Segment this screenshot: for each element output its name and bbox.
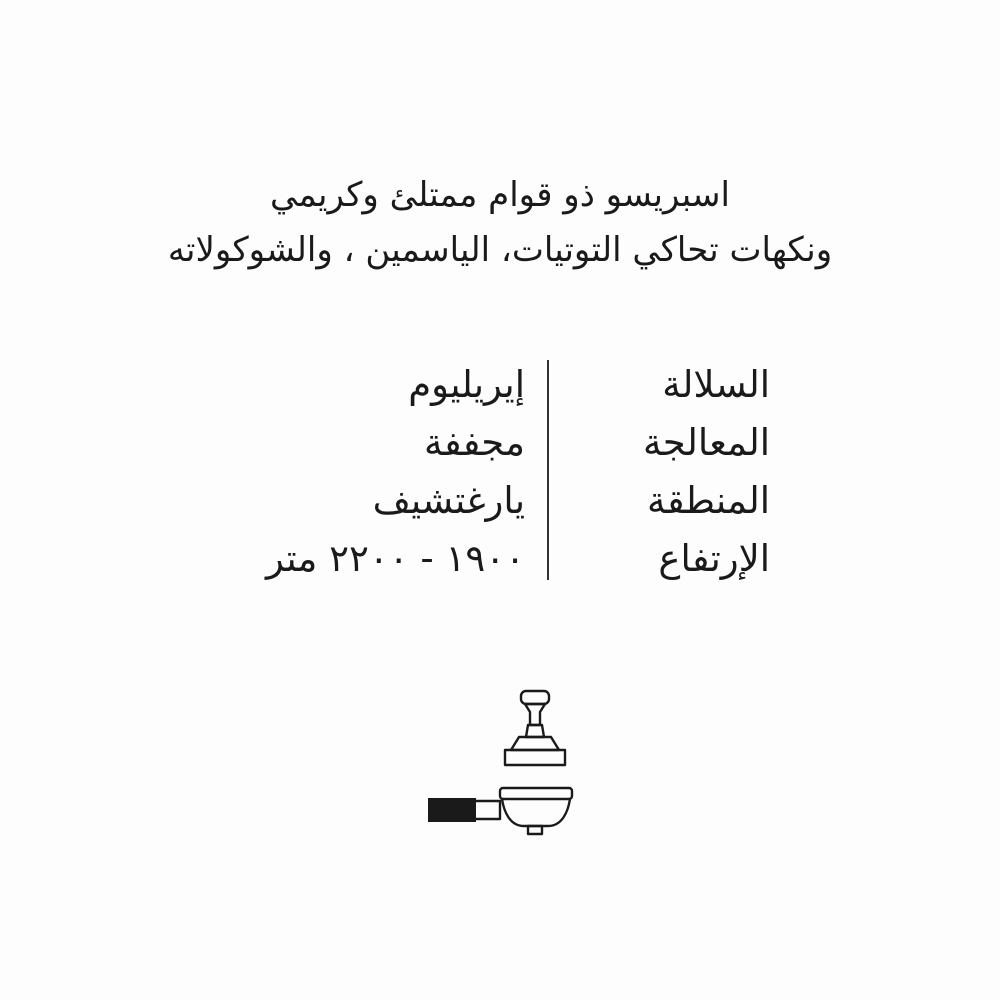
description-line-1: اسبريسو ذو قوام ممتلئ وكريمي — [270, 175, 730, 215]
spec-label-altitude: الإرتفاع — [658, 537, 770, 580]
coffee-description — [60, 168, 940, 278]
spec-label-process: المعالجة — [642, 421, 770, 464]
portafilter-icon — [428, 788, 572, 834]
description-line-2: ونكهات تحاكي التوتيات، الياسمين ، والشوكولاته — [167, 230, 833, 270]
spec-value-process: مجففة — [424, 421, 525, 464]
spec-value-region: يارغتشيف — [372, 479, 525, 522]
spec-value-altitude: ١٩٠٠ - ٢٢٠٠ متر — [265, 537, 525, 580]
spec-value-variety: إيريليوم — [408, 363, 525, 406]
spec-divider — [547, 360, 549, 580]
spec-label-variety: السلالة — [662, 363, 770, 406]
spec-labels — [590, 356, 770, 588]
coffee-tamper-icon — [505, 691, 565, 765]
coffee-specs — [0, 356, 1000, 586]
espresso-brewing-illustration — [420, 685, 580, 840]
spec-values — [200, 356, 525, 588]
spec-label-region: المنطقة — [646, 479, 770, 522]
